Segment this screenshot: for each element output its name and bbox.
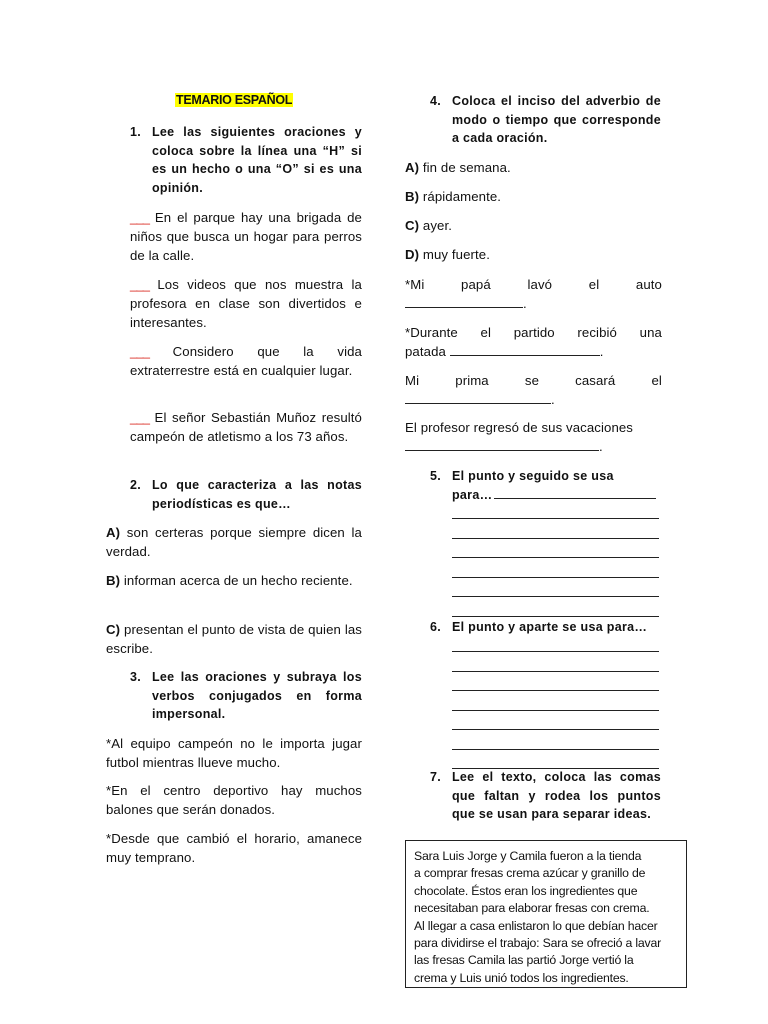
question-text: Lee las siguientes oraciones y coloca sobre la línea una “H” si es un hecho o una “O” si es una opinión. (152, 125, 362, 195)
answer-line[interactable] (452, 710, 659, 711)
adverb-sentence-2 (405, 323, 662, 361)
sentence-2: *En el centro deportivo hay muchos balones que serán donados. (106, 783, 362, 818)
sentence-3: *Desde que cambió el horario, amanece muy temprano. (106, 831, 362, 866)
question-2 (130, 476, 362, 513)
adverb-option-c (405, 216, 662, 235)
word: casará (575, 373, 616, 388)
statement-text: El señor Sebastián Muñoz resultó campeón de atletismo a los 73 años. (130, 410, 362, 445)
text-line: Al llegar a casa enlistaron lo que debían hacer (414, 918, 658, 933)
adverb-option-d (405, 245, 662, 264)
period: . (523, 296, 527, 312)
text-line: las fresas Camila las partió Jorge vertió la (414, 953, 634, 968)
answer-blank[interactable]: ___ (130, 344, 150, 359)
option-letter: A) (106, 525, 121, 540)
option-text: rápidamente. (419, 189, 502, 204)
word: el (480, 325, 492, 340)
answer-line[interactable] (452, 616, 659, 617)
word: *Durante (405, 325, 458, 340)
option-text: informan acerca de un hecho reciente. (120, 573, 353, 588)
question-6 (430, 618, 667, 637)
text-line: para dividirse el trabajo: Sara se ofreció a lavar (414, 936, 661, 951)
option-letter: A) (405, 160, 420, 175)
option-letter: D) (405, 247, 420, 262)
question-number: 7. (430, 770, 442, 784)
answer-line[interactable] (452, 596, 659, 597)
question-number: 2. (130, 478, 142, 492)
question-text-continued: para… (452, 487, 493, 502)
question-text: Lee las oraciones y subraya los verbos conjugados en forma impersonal. (152, 670, 362, 722)
reading-text-box (405, 840, 687, 988)
adverb-option-b (405, 187, 662, 206)
answer-line[interactable] (452, 729, 659, 730)
word: lavó (527, 277, 553, 292)
question-number: 6. (430, 620, 442, 634)
question-3 (130, 668, 362, 724)
adverb-sentence-3 (405, 371, 662, 409)
option-letter: C) (106, 622, 121, 637)
question-text: Lee el texto, coloca las comas que faltan y rodea los puntos que se usan para separar ideas. (452, 770, 661, 822)
option-letter: B) (405, 189, 420, 204)
answer-line[interactable] (452, 749, 659, 750)
word: se (524, 373, 540, 388)
option-c (106, 620, 362, 658)
option-letter: C) (405, 218, 420, 233)
option-a (106, 523, 362, 561)
word: el (588, 277, 600, 292)
text-line: necesitaban para elaborar fresas con crema. (414, 901, 650, 916)
answer-line[interactable] (405, 391, 551, 404)
answer-line[interactable] (405, 295, 523, 308)
period: . (599, 439, 603, 455)
period: . (551, 392, 555, 408)
answer-blank[interactable]: ___ (130, 277, 150, 292)
statement-3 (130, 342, 362, 380)
answer-line[interactable] (452, 577, 659, 578)
question-number: 4. (430, 94, 442, 108)
answer-line[interactable] (452, 518, 659, 519)
answer-line[interactable] (494, 488, 656, 499)
answer-line[interactable] (452, 538, 659, 539)
answer-line[interactable] (452, 651, 659, 652)
option-text: ayer. (419, 218, 452, 233)
page-title: TEMARIO ESPAÑOL (176, 93, 293, 107)
word: auto (635, 277, 662, 292)
answer-line[interactable] (452, 690, 659, 691)
period: . (599, 344, 604, 360)
answer-line[interactable] (452, 671, 659, 672)
statement-text: Los videos que nos muestra la profesora en clase son divertidos e interesantes. (130, 277, 362, 331)
word: papá (461, 277, 491, 292)
text-line: chocolate. Éstos eran los ingredientes que (414, 883, 638, 898)
option-text: presentan el punto de vista de quien las escribe. (106, 622, 362, 657)
word: prima (455, 373, 489, 388)
word: el (651, 373, 662, 388)
question-7 (430, 768, 661, 824)
question-number: 1. (130, 125, 142, 139)
adverb-sentence-1 (405, 275, 662, 313)
question-1 (130, 123, 362, 197)
statement-4 (130, 408, 362, 446)
text-line: Sara Luis Jorge y Camila fueron a la tienda (414, 849, 642, 863)
adverb-sentence-4 (405, 418, 667, 456)
word: *Mi (405, 277, 425, 292)
option-text: son certeras porque siempre dicen la verdad. (106, 525, 362, 560)
statement-text: En el parque hay una brigada de niños que busca un hogar para perros de la calle. (130, 210, 362, 264)
question-text: Lo que caracteriza a las notas periodísticas es que… (152, 478, 362, 511)
option-letter: B) (106, 573, 121, 588)
statement-text: Considero que la vida extraterrestre está en cualquier lugar. (130, 344, 362, 379)
answer-line[interactable] (405, 438, 599, 451)
sentence-start: patada (405, 344, 450, 360)
question-text: El punto y seguido se usa (452, 469, 614, 483)
option-text: fin de semana. (419, 160, 511, 175)
question-number: 5. (430, 469, 442, 483)
question-4 (430, 92, 661, 148)
sentence-text: El profesor regresó de sus vacaciones (405, 420, 634, 435)
option-text: muy fuerte. (419, 247, 490, 262)
answer-line[interactable] (450, 343, 600, 356)
answer-blank[interactable]: ___ (130, 410, 150, 425)
question-text: El punto y aparte se usa para… (452, 620, 648, 634)
word: Mi (405, 373, 420, 388)
answer-line[interactable] (452, 557, 659, 558)
sentence-1: *Al equipo campeón no le importa jugar futbol mientras llueve mucho. (106, 736, 362, 771)
option-b (106, 571, 362, 590)
text-line: a comprar fresas crema azúcar y granillo de (414, 866, 646, 881)
answer-blank[interactable]: ___ (130, 210, 150, 225)
text-line: crema y Luis unió todos los ingredientes. (414, 970, 629, 985)
adverb-option-a (405, 158, 662, 177)
statement-1 (130, 208, 362, 266)
question-text: Coloca el inciso del adverbio de modo o tiempo que corresponde a cada oración. (452, 94, 661, 146)
statement-2 (130, 275, 362, 333)
question-number: 3. (130, 670, 142, 684)
word: partido (513, 325, 555, 340)
question-5 (430, 467, 661, 504)
word: una (639, 325, 662, 340)
word: recibió (577, 325, 617, 340)
